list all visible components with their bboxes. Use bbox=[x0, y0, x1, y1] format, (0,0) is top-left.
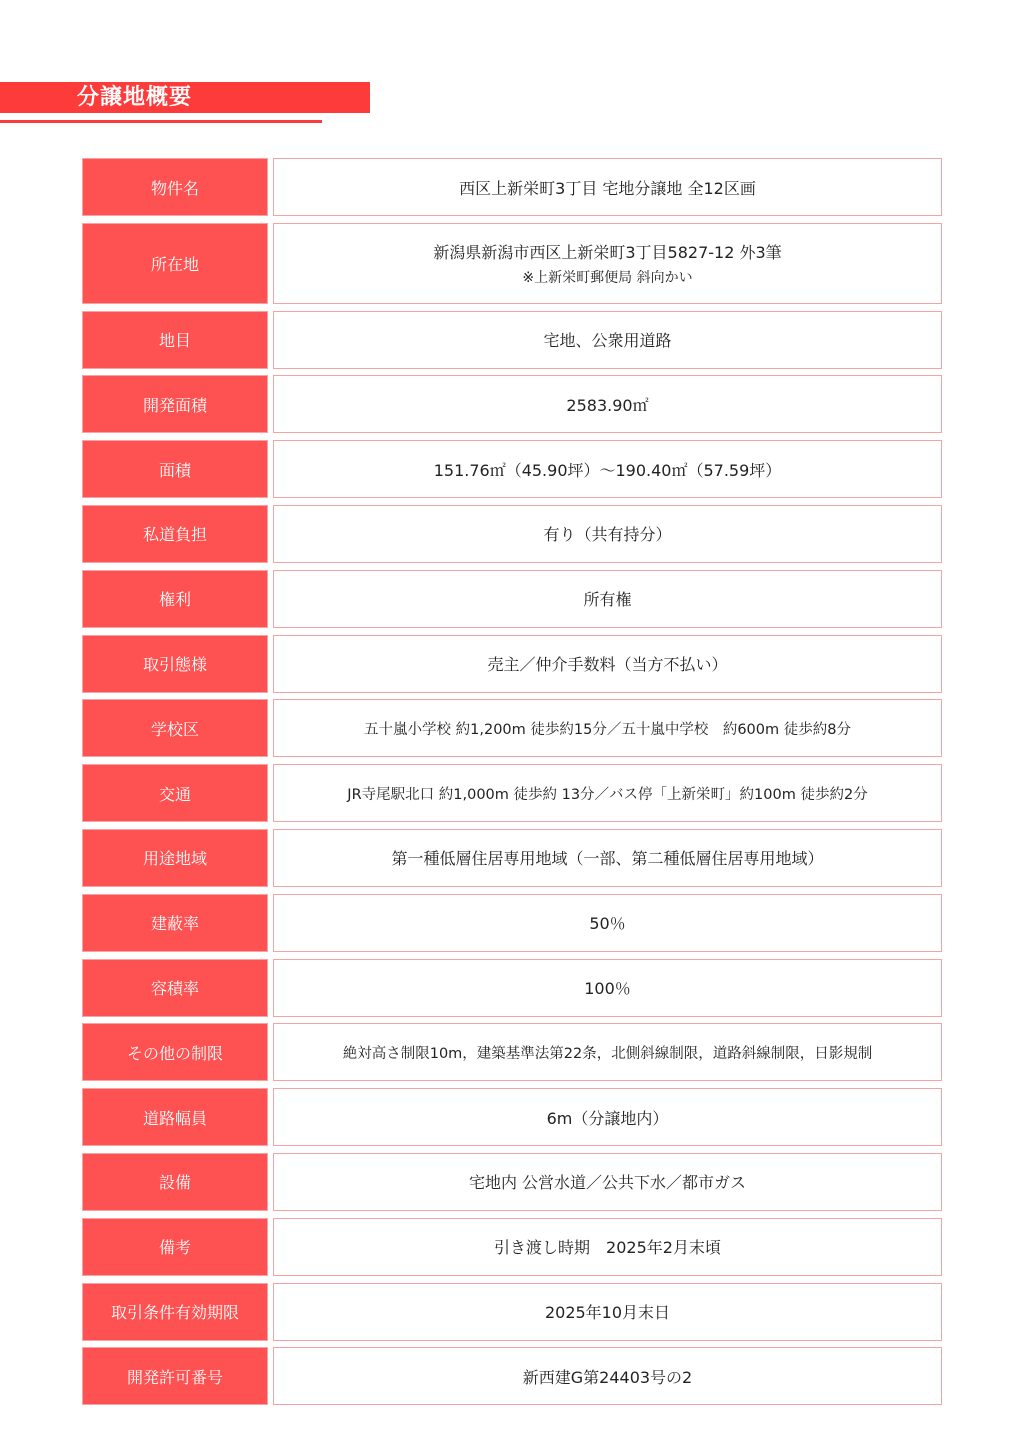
row-value: 有り（共有持分） bbox=[273, 505, 942, 563]
row-value: 引き渡し時期 2025年2月末頃 bbox=[273, 1218, 942, 1276]
row-value: 2583.90㎡ bbox=[273, 375, 942, 433]
row-label: 容積率 bbox=[82, 959, 268, 1017]
section-title: 分譲地概要 bbox=[77, 85, 193, 110]
row-label: 用途地域 bbox=[82, 829, 268, 887]
row-value: 第一種低層住居専用地域（一部、第二種低層住居専用地域） bbox=[273, 829, 942, 887]
row-rights bbox=[82, 570, 942, 628]
row-value: 2025年10月末日 bbox=[273, 1283, 942, 1341]
row-value: 所有権 bbox=[273, 570, 942, 628]
row-facilities bbox=[82, 1153, 942, 1211]
row-zoning bbox=[82, 829, 942, 887]
row-value-note: ※上新栄町郵便局 斜向かい bbox=[522, 269, 693, 286]
row-label: 権利 bbox=[82, 570, 268, 628]
row-transport bbox=[82, 764, 942, 822]
row-label: 私道負担 bbox=[82, 505, 268, 563]
row-value: 50％ bbox=[273, 894, 942, 952]
row-remarks bbox=[82, 1218, 942, 1276]
section-title-bar bbox=[0, 82, 370, 113]
row-value: 宅地、公衆用道路 bbox=[273, 311, 942, 369]
row-value: 宅地内 公営水道／公共下水／都市ガス bbox=[273, 1153, 942, 1211]
row-other-restrictions bbox=[82, 1023, 942, 1081]
row-value: 売主／仲介手数料（当方不払い） bbox=[273, 635, 942, 693]
row-private-road bbox=[82, 505, 942, 563]
row-value: 100％ bbox=[273, 959, 942, 1017]
title-underline bbox=[0, 120, 322, 123]
row-value: 絶対高さ制限10m，建築基準法第22条，北側斜線制限，道路斜線制限，日影規制 bbox=[273, 1023, 942, 1081]
row-label: 建蔽率 bbox=[82, 894, 268, 952]
row-value: 新西建G第24403号の2 bbox=[273, 1347, 942, 1405]
row-label: 道路幅員 bbox=[82, 1088, 268, 1146]
row-value: 6m（分譲地内） bbox=[273, 1088, 942, 1146]
row-label: 設備 bbox=[82, 1153, 268, 1211]
row-land-category bbox=[82, 311, 942, 369]
row-value: 西区上新栄町3丁目 宅地分譲地 全12区画 bbox=[273, 158, 942, 216]
row-value: 新潟県新潟市西区上新栄町3丁目5827-12 外3筆 bbox=[433, 242, 782, 262]
row-label: 所在地 bbox=[82, 223, 268, 304]
row-label: 物件名 bbox=[82, 158, 268, 216]
row-label: 開発許可番号 bbox=[82, 1347, 268, 1405]
row-floor-area-ratio bbox=[82, 959, 942, 1017]
row-label: 面積 bbox=[82, 440, 268, 498]
row-label: 取引条件有効期限 bbox=[82, 1283, 268, 1341]
row-road-width bbox=[82, 1088, 942, 1146]
row-label: 地目 bbox=[82, 311, 268, 369]
property-spec-table bbox=[82, 158, 942, 1412]
row-permit-number bbox=[82, 1347, 942, 1405]
row-value: 151.76㎡（45.90坪）～190.40㎡（57.59坪） bbox=[273, 440, 942, 498]
row-label: 開発面積 bbox=[82, 375, 268, 433]
row-label: 取引態様 bbox=[82, 635, 268, 693]
row-transaction-type bbox=[82, 635, 942, 693]
row-school-district bbox=[82, 699, 942, 757]
row-label: 備考 bbox=[82, 1218, 268, 1276]
row-development-area bbox=[82, 375, 942, 433]
row-coverage-ratio bbox=[82, 894, 942, 952]
row-label: 学校区 bbox=[82, 699, 268, 757]
row-property-name bbox=[82, 158, 942, 216]
row-location bbox=[82, 223, 942, 304]
row-label: 交通 bbox=[82, 764, 268, 822]
row-value: JR寺尾駅北口 約1,000m 徒歩約 13分／バス停「上新栄町」約100m 徒歩約2分 bbox=[273, 764, 942, 822]
row-value-cell bbox=[273, 223, 942, 304]
row-value: 五十嵐小学校 約1,200m 徒歩約15分／五十嵐中学校 約600m 徒歩約8分 bbox=[273, 699, 942, 757]
row-lot-area bbox=[82, 440, 942, 498]
row-validity-period bbox=[82, 1283, 942, 1341]
row-label: その他の制限 bbox=[82, 1023, 268, 1081]
